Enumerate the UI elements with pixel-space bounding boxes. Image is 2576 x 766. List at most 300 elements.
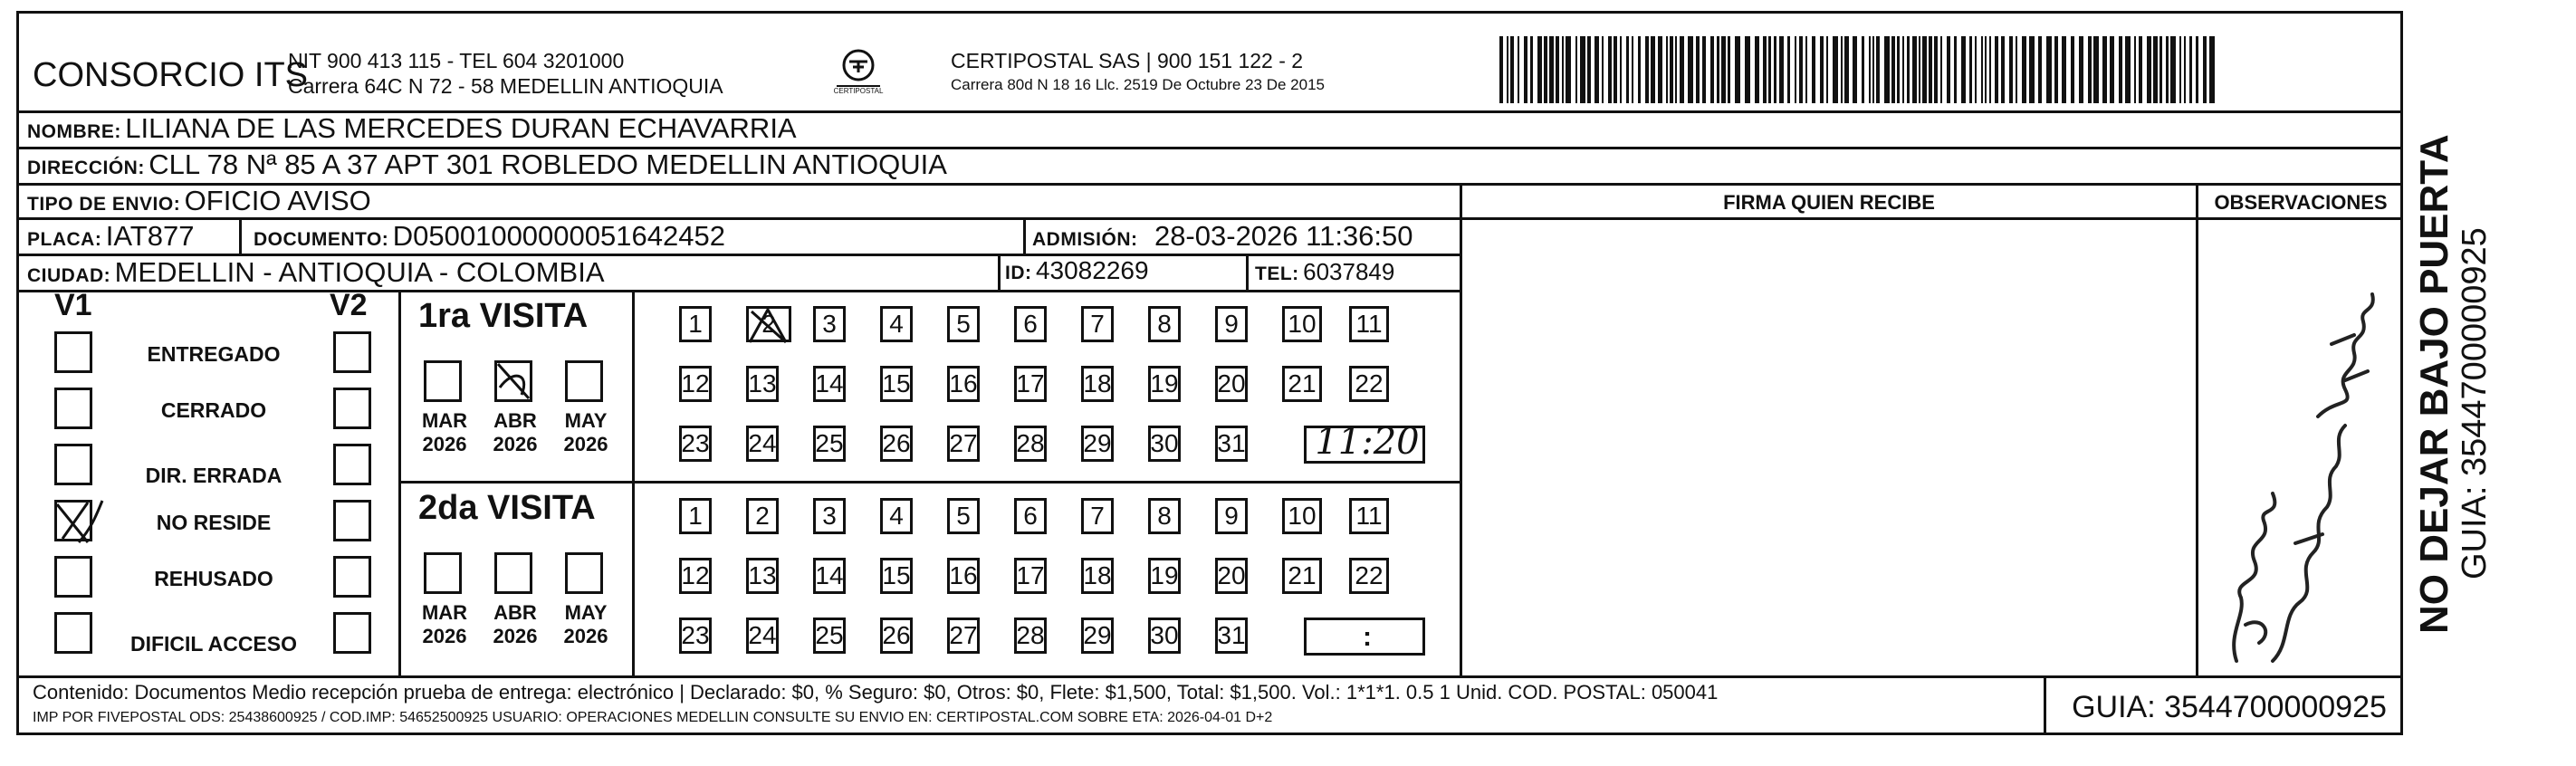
rule-between-visits xyxy=(398,481,1460,484)
day-number: 30 xyxy=(1150,429,1179,457)
day-box[interactable] xyxy=(947,366,980,402)
footer-content-line: Contenido: Documentos Medio recepción prueba de entrega: electrónico | Declarado: $0, % Seguro: $0, Otros: $0, Flete: $1,500, Total: $1,500. Vol.: 1*1*1. 0.5 1 Unid. COD. POSTAL: 050041 xyxy=(33,681,1719,704)
barcode-bar xyxy=(2110,36,2114,103)
divider-guia-footer xyxy=(2044,675,2046,735)
day-box[interactable] xyxy=(746,618,779,654)
v2-checkbox[interactable] xyxy=(333,612,371,654)
carrier-name: CERTIPOSTAL SAS | 900 151 122 - 2 xyxy=(951,49,1304,72)
day-number: 26 xyxy=(882,621,911,649)
barcode-bar xyxy=(1562,36,1564,103)
barcode-bar xyxy=(2184,36,2186,103)
day-number: 4 xyxy=(889,310,904,338)
day-number: 1 xyxy=(688,310,703,338)
tracking-barcode xyxy=(1499,36,2218,103)
barcode-bar xyxy=(2016,36,2017,103)
day-box[interactable] xyxy=(1014,306,1047,342)
side-guia: GUIA: 3544700000925 xyxy=(2456,227,2494,579)
barcode-bar xyxy=(1530,36,1533,103)
day-number: 10 xyxy=(1288,502,1317,530)
v2-checkbox[interactable] xyxy=(333,556,371,598)
barcode-bar xyxy=(1710,36,1714,103)
status-label: DIR. ERRADA xyxy=(145,464,282,487)
day-box[interactable] xyxy=(1282,558,1322,594)
v2-header: V2 xyxy=(330,288,368,322)
day-number: 4 xyxy=(889,502,904,530)
barcode-bar xyxy=(1841,36,1843,103)
barcode-bar xyxy=(1995,36,1998,103)
day-box[interactable] xyxy=(1081,426,1114,462)
v2-checkbox[interactable] xyxy=(333,388,371,429)
direccion-label: DIRECCIÓN: xyxy=(27,158,145,178)
admision-cell xyxy=(1032,220,1413,253)
divider-observaciones-left xyxy=(2196,183,2198,676)
day-box[interactable] xyxy=(1282,306,1322,342)
v2-checkbox[interactable] xyxy=(333,331,371,373)
day-box[interactable] xyxy=(947,498,980,534)
month-checkbox[interactable] xyxy=(424,360,462,402)
barcode-bar xyxy=(2170,36,2176,103)
barcode-bar xyxy=(1717,36,1719,103)
day-number: 5 xyxy=(956,310,971,338)
day-box[interactable] xyxy=(813,306,846,342)
tipo-row xyxy=(27,185,371,217)
day-box[interactable] xyxy=(1349,558,1389,594)
direccion-value: CLL 78 Nª 85 A 37 APT 301 ROBLEDO MEDELLIN ANTIOQUIA xyxy=(148,148,947,180)
barcode-bar xyxy=(2093,36,2099,103)
barcode-bar xyxy=(1651,36,1655,103)
barcode-bar xyxy=(1902,36,1904,103)
day-number: 14 xyxy=(815,369,844,397)
barcode-bar xyxy=(1947,36,1950,103)
barcode-bar xyxy=(1524,36,1527,103)
month-name: MAR xyxy=(421,601,468,624)
day-number: 20 xyxy=(1217,561,1246,589)
day-box[interactable] xyxy=(1148,558,1181,594)
visit1-time-box[interactable] xyxy=(1304,421,1425,464)
day-box[interactable] xyxy=(880,366,913,402)
day-number: 21 xyxy=(1288,369,1317,397)
v1-checkbox[interactable] xyxy=(54,331,92,373)
visit2-time-value: : xyxy=(1363,622,1372,652)
barcode-bar xyxy=(1981,36,1983,103)
day-box[interactable] xyxy=(1282,366,1322,402)
barcode-bar xyxy=(1985,36,1987,103)
barcode-bar xyxy=(2189,36,2192,103)
day-box[interactable] xyxy=(679,366,712,402)
documento-label: DOCUMENTO: xyxy=(254,229,389,250)
status-label: ENTREGADO xyxy=(147,342,281,366)
month-checkbox[interactable] xyxy=(494,552,532,594)
barcode-bar xyxy=(1702,36,1706,103)
footer-print-line: IMP POR FIVEPOSTAL ODS: 25438600925 / COD.IMP: 54652500925 USUARIO: OPERACIONES MEDELLIN CONSULTE SU ENVIO EN: CERTIPOSTAL.COM SOBRE ETA: 2026-04-01 D+2 xyxy=(33,710,1273,725)
barcode-bar xyxy=(2139,36,2142,103)
barcode-bar xyxy=(1594,36,1599,103)
barcode-bar xyxy=(2054,36,2058,103)
month-checkbox[interactable] xyxy=(424,552,462,594)
firma-header: FIRMA QUIEN RECIBE xyxy=(1723,191,1935,214)
ciudad-label: CIUDAD: xyxy=(27,265,111,286)
barcode-bar xyxy=(1826,36,1828,103)
day-box[interactable] xyxy=(746,498,779,534)
day-number: 9 xyxy=(1224,502,1239,530)
day-box[interactable] xyxy=(746,306,791,342)
direccion-row xyxy=(27,148,947,181)
day-box[interactable] xyxy=(1081,618,1114,654)
barcode-bar xyxy=(1795,36,1796,103)
barcode-bar xyxy=(1833,36,1838,103)
v2-checkbox[interactable] xyxy=(333,500,371,541)
admision-label: ADMISIÓN: xyxy=(1032,229,1138,250)
day-box[interactable] xyxy=(679,498,712,534)
id-label: ID: xyxy=(1005,263,1032,283)
status-label: CERRADO xyxy=(160,398,267,422)
barcode-bar xyxy=(1735,36,1740,103)
status-label: REHUSADO xyxy=(154,567,273,590)
barcode-bar xyxy=(1626,36,1629,103)
day-number: 31 xyxy=(1217,621,1246,649)
id-cell xyxy=(1005,256,1149,285)
barcode-bar xyxy=(2159,36,2162,103)
barcode-bar xyxy=(1774,36,1776,103)
day-number: 11 xyxy=(1355,310,1383,338)
day-box[interactable] xyxy=(947,426,980,462)
day-number: 28 xyxy=(1016,621,1045,649)
barcode-bar xyxy=(1799,36,1803,103)
divider-firma-left xyxy=(1460,183,1462,676)
day-box[interactable] xyxy=(1081,558,1114,594)
day-number: 2 xyxy=(761,310,776,338)
nombre-row xyxy=(27,112,797,145)
day-box[interactable] xyxy=(947,558,980,594)
documento-cell xyxy=(254,220,725,253)
barcode-bar xyxy=(1666,36,1668,103)
day-number: 3 xyxy=(822,502,837,530)
carrier-address: Carrera 80d N 18 16 Llc. 2519 De Octubre 23 De 2015 xyxy=(951,76,1325,93)
barcode-bar xyxy=(1768,36,1771,103)
barcode-bar xyxy=(1912,36,1917,103)
day-box[interactable] xyxy=(746,558,779,594)
day-box[interactable] xyxy=(1215,498,1248,534)
barcode-bar xyxy=(1934,36,1938,103)
placa-cell xyxy=(27,220,194,253)
day-box[interactable] xyxy=(679,618,712,654)
day-box[interactable] xyxy=(679,306,712,342)
day-number: 1 xyxy=(688,502,703,530)
barcode-bar xyxy=(1745,36,1750,103)
barcode-bar xyxy=(1755,36,1759,103)
v1-header: V1 xyxy=(54,288,92,322)
day-box[interactable] xyxy=(947,306,980,342)
day-number: 18 xyxy=(1083,561,1112,589)
day-number: 26 xyxy=(882,429,911,457)
rule-under-direccion xyxy=(16,183,2403,186)
month-label xyxy=(554,601,618,648)
barcode-bar xyxy=(2153,36,2158,103)
barcode-bar xyxy=(2062,36,2066,103)
v1-checkbox[interactable] xyxy=(54,612,92,654)
day-number: 8 xyxy=(1157,310,1172,338)
day-box[interactable] xyxy=(1014,618,1047,654)
barcode-bar xyxy=(1919,36,1920,103)
day-number: 15 xyxy=(882,561,911,589)
tel-cell xyxy=(1255,258,1394,286)
day-number: 6 xyxy=(1023,502,1038,530)
day-number: 28 xyxy=(1016,429,1045,457)
v1-checkbox[interactable] xyxy=(54,444,92,485)
month-name: ABR xyxy=(493,409,537,432)
day-box[interactable] xyxy=(947,618,980,654)
barcode-bar xyxy=(1820,36,1824,103)
month-checkbox[interactable] xyxy=(565,360,603,402)
barcode-bar xyxy=(2029,36,2035,103)
barcode-bar xyxy=(1632,36,1633,103)
day-box[interactable] xyxy=(1215,618,1248,654)
barcode-bar xyxy=(1940,36,1942,103)
divider-documento xyxy=(1023,217,1026,254)
day-box[interactable] xyxy=(1148,426,1181,462)
tipo-label: TIPO DE ENVIO: xyxy=(27,194,181,215)
day-box[interactable] xyxy=(1282,498,1322,534)
day-box[interactable] xyxy=(813,426,846,462)
day-box[interactable] xyxy=(1081,306,1114,342)
day-box[interactable] xyxy=(679,426,712,462)
placa-label: PLACA: xyxy=(27,229,102,250)
day-box[interactable] xyxy=(813,618,846,654)
day-box[interactable] xyxy=(1349,306,1389,342)
day-box[interactable] xyxy=(880,426,913,462)
id-value: 43082269 xyxy=(1035,256,1149,284)
v2-checkbox[interactable] xyxy=(333,444,371,485)
tel-label: TEL: xyxy=(1255,263,1299,284)
month-checkbox[interactable] xyxy=(565,552,603,594)
barcode-bar xyxy=(2179,36,2181,103)
barcode-bar xyxy=(2088,36,2092,103)
day-box[interactable] xyxy=(880,618,913,654)
barcode-bar xyxy=(2119,36,2122,103)
day-box[interactable] xyxy=(1148,618,1181,654)
day-box[interactable] xyxy=(1014,366,1047,402)
side-warning: NO DEJAR BAJO PUERTA xyxy=(2412,134,2456,634)
month-name: MAR xyxy=(421,409,468,432)
barcode-bar xyxy=(1787,36,1790,103)
barcode-bar xyxy=(1975,36,1977,103)
footer-guia: GUIA: 3544700000925 xyxy=(2072,690,2387,724)
placa-value: IAT877 xyxy=(105,220,195,252)
day-number: 27 xyxy=(949,621,978,649)
day-box[interactable] xyxy=(1215,558,1248,594)
barcode-bar xyxy=(2001,36,2005,103)
admision-value: 28-03-2026 11:36:50 xyxy=(1154,220,1413,252)
day-box[interactable] xyxy=(1215,306,1248,342)
day-number: 7 xyxy=(1090,310,1105,338)
nombre-value: LILIANA DE LAS MERCEDES DURAN ECHAVARRIA xyxy=(125,112,797,144)
day-box[interactable] xyxy=(1148,498,1181,534)
day-number: 25 xyxy=(815,429,844,457)
checkmark-icon xyxy=(52,495,106,550)
ciudad-cell xyxy=(27,256,605,289)
day-box[interactable] xyxy=(746,366,779,402)
day-box[interactable] xyxy=(813,558,846,594)
barcode-bar xyxy=(1696,36,1700,103)
day-box[interactable] xyxy=(1014,558,1047,594)
barcode-bar xyxy=(1891,36,1895,103)
day-number: 14 xyxy=(815,561,844,589)
day-number: 24 xyxy=(748,429,777,457)
barcode-bar xyxy=(1580,36,1585,103)
barcode-bar xyxy=(1608,36,1612,103)
month-year: 2026 xyxy=(422,625,467,647)
day-number: 3 xyxy=(822,310,837,338)
day-box[interactable] xyxy=(813,366,846,402)
day-number: 23 xyxy=(681,621,710,649)
barcode-bar xyxy=(1862,36,1864,103)
day-number: 11 xyxy=(1355,502,1383,530)
barcode-bar xyxy=(1518,36,1519,103)
day-box[interactable] xyxy=(1215,426,1248,462)
company-address: Carrera 64C N 72 - 58 MEDELLIN ANTIOQUIA xyxy=(288,74,723,98)
day-number: 12 xyxy=(681,369,710,397)
barcode-bar xyxy=(1602,36,1604,103)
month-year: 2026 xyxy=(493,625,538,647)
day-number: 22 xyxy=(1355,561,1384,589)
day-number: 31 xyxy=(1217,429,1246,457)
barcode-bar xyxy=(1556,36,1559,103)
visit2-time-box[interactable] xyxy=(1304,618,1425,656)
month-label xyxy=(484,601,547,648)
barcode-bar xyxy=(1853,36,1857,103)
visit1-time-value: 11:20 xyxy=(1315,421,1420,463)
v1-checkbox[interactable] xyxy=(54,388,92,429)
company-name: CONSORCIO ITS xyxy=(33,56,309,94)
day-box[interactable] xyxy=(1081,366,1114,402)
barcode-bar xyxy=(2196,36,2198,103)
day-box[interactable] xyxy=(1014,426,1047,462)
barcode-bar xyxy=(1728,36,1730,103)
day-box[interactable] xyxy=(1148,366,1181,402)
month-name: MAY xyxy=(564,409,608,432)
barcode-bar xyxy=(1954,36,1957,103)
visit1-title: 1ra VISITA xyxy=(418,297,589,335)
barcode-bar xyxy=(1812,36,1815,103)
barcode-bar xyxy=(1969,36,1972,103)
tel-value: 6037849 xyxy=(1303,258,1395,285)
barcode-bar xyxy=(2102,36,2107,103)
day-number: 20 xyxy=(1217,369,1246,397)
day-number: 8 xyxy=(1157,502,1172,530)
barcode-bar xyxy=(1763,36,1767,103)
barcode-bar xyxy=(1645,36,1649,103)
v1-checkbox[interactable] xyxy=(54,500,92,541)
barcode-bar xyxy=(1872,36,1874,103)
day-number: 22 xyxy=(1355,369,1384,397)
barcode-bar xyxy=(2022,36,2026,103)
day-box[interactable] xyxy=(813,498,846,534)
barcode-bar xyxy=(1680,36,1684,103)
day-number: 12 xyxy=(681,561,710,589)
day-number: 7 xyxy=(1090,502,1105,530)
barcode-bar xyxy=(1620,36,1622,103)
divider-id xyxy=(1246,254,1249,290)
day-number: 18 xyxy=(1083,369,1112,397)
day-box[interactable] xyxy=(1081,498,1114,534)
barcode-bar xyxy=(1566,36,1571,103)
day-box[interactable] xyxy=(880,558,913,594)
day-number: 23 xyxy=(681,429,710,457)
nombre-label: NOMBRE: xyxy=(27,121,121,142)
day-box[interactable] xyxy=(1349,498,1389,534)
rule-under-ciudad xyxy=(16,290,1460,292)
v1-checkbox[interactable] xyxy=(54,556,92,598)
documento-value: D05001000000051642452 xyxy=(392,220,725,252)
barcode-bar xyxy=(1922,36,1927,103)
barcode-bar xyxy=(2134,36,2136,103)
certipostal-logo xyxy=(831,45,886,100)
day-box[interactable] xyxy=(1349,366,1389,402)
barcode-bar xyxy=(1638,36,1641,103)
day-box[interactable] xyxy=(1148,306,1181,342)
day-number: 17 xyxy=(1016,561,1045,589)
day-box[interactable] xyxy=(746,426,779,462)
day-number: 2 xyxy=(755,502,770,530)
barcode-bar xyxy=(1587,36,1591,103)
barcode-bar xyxy=(1670,36,1673,103)
day-box[interactable] xyxy=(880,306,913,342)
barcode-bar xyxy=(1869,36,1871,103)
barcode-bar xyxy=(1499,36,1503,103)
barcode-bar xyxy=(2125,36,2131,103)
day-box[interactable] xyxy=(679,558,712,594)
day-number: 19 xyxy=(1150,369,1179,397)
month-label xyxy=(554,409,618,456)
barcode-bar xyxy=(1721,36,1726,103)
day-box[interactable] xyxy=(1014,498,1047,534)
barcode-bar xyxy=(2009,36,2013,103)
month-year: 2026 xyxy=(493,433,538,455)
month-label xyxy=(413,601,476,648)
barcode-bar xyxy=(1929,36,1932,103)
checkmark-icon xyxy=(746,306,791,346)
barcode-bar xyxy=(2209,36,2215,103)
barcode-bar xyxy=(1884,36,1890,103)
month-checkbox[interactable] xyxy=(494,360,532,402)
barcode-bar xyxy=(1575,36,1577,103)
day-number: 16 xyxy=(949,369,978,397)
barcode-bar xyxy=(1876,36,1880,103)
day-box[interactable] xyxy=(1215,366,1248,402)
day-box[interactable] xyxy=(880,498,913,534)
barcode-bar xyxy=(1907,36,1910,103)
month-year: 2026 xyxy=(563,433,608,455)
month-year: 2026 xyxy=(563,625,608,647)
barcode-bar xyxy=(1507,36,1508,103)
ciudad-value: MEDELLIN - ANTIOQUIA - COLOMBIA xyxy=(114,256,605,288)
barcode-bar xyxy=(2079,36,2083,103)
status-label: DIFICIL ACCESO xyxy=(129,632,297,656)
barcode-bar xyxy=(2166,36,2169,103)
day-number: 9 xyxy=(1224,310,1239,338)
day-number: 24 xyxy=(748,621,777,649)
day-number: 21 xyxy=(1288,561,1317,589)
month-name: MAY xyxy=(564,601,608,624)
barcode-bar xyxy=(2071,36,2074,103)
day-number: 5 xyxy=(956,502,971,530)
barcode-bar xyxy=(1658,36,1662,103)
tipo-value: OFICIO AVISO xyxy=(184,185,371,216)
observaciones-header: OBSERVACIONES xyxy=(2214,191,2388,214)
barcode-bar xyxy=(1779,36,1784,103)
day-number: 6 xyxy=(1023,310,1038,338)
barcode-bar xyxy=(1614,36,1617,103)
